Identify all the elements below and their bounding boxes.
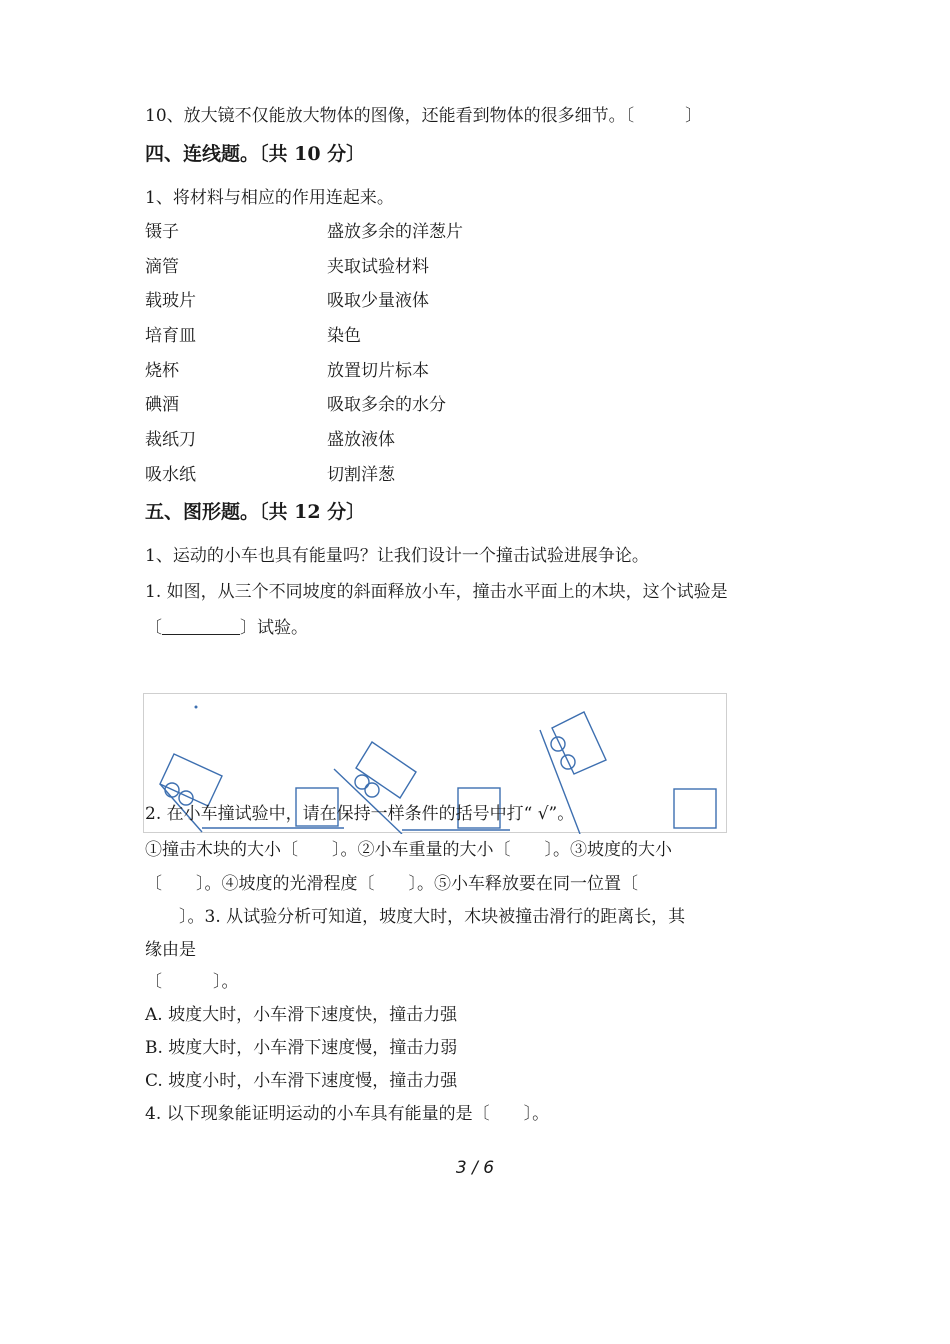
left-item: 裁纸刀	[145, 430, 196, 450]
right-item: 放置切片标本	[327, 361, 429, 381]
right-item: 夹取试验材料	[327, 257, 429, 277]
section-5-q2-line2: ①撞击木块的大小〔 〕。②小车重量的大小〔 〕。③坡度的大小	[145, 840, 672, 860]
right-item: 盛放液体	[327, 430, 395, 450]
cart-1	[160, 754, 222, 806]
question-10: 10、放大镜不仅能放大物体的图像，还能看到物体的很多细节。〔 〕	[145, 106, 703, 126]
wheel-2b	[365, 783, 379, 797]
left-item: 培育皿	[145, 326, 196, 346]
section-5-q2-line4: 〕。3. 从试验分析可知道，坡度大时，木块被撞击滑行的距离长，其	[145, 907, 686, 927]
left-item: 载玻片	[145, 291, 196, 311]
section-4-question-1: 1、将材料与相应的作用连起来。	[145, 188, 394, 208]
section-4-title: 四、连线题。〔共 10 分〕	[145, 143, 366, 165]
section-5-title: 五、图形题。〔共 12 分〕	[145, 501, 366, 523]
section-5-q1-line2	[145, 617, 308, 639]
left-item: 滴管	[145, 257, 179, 277]
section-5-q1-line1: 1. 如图，从三个不同坡度的斜面释放小车，撞击水平面上的木块，这个试验是	[145, 582, 728, 602]
wheel-2a	[355, 775, 369, 789]
section-5-intro: 1、运动的小车也具有能量吗？让我们设计一个撞击试验进展争论。	[145, 546, 649, 566]
answer-blank[interactable]	[162, 618, 240, 635]
right-item: 切割洋葱	[327, 465, 395, 485]
section-5-q2-line3: 〔 〕。④坡度的光滑程度〔 〕。⑤小车释放要在同一位置〔	[145, 874, 638, 894]
block-3	[673, 788, 717, 830]
right-item: 染色	[327, 326, 361, 346]
question-4: 4. 以下现象能证明运动的小车具有能量的是〔 〕。	[145, 1104, 550, 1124]
option-a: A. 坡度大时，小车滑下速度快，撞击力强	[145, 1005, 458, 1025]
option-c: C. 坡度小时，小车滑下速度慢，撞击力强	[145, 1071, 458, 1091]
option-b: B. 坡度大时，小车滑下速度慢，撞击力弱	[145, 1038, 458, 1058]
right-item: 盛放多余的洋葱片	[327, 222, 463, 242]
cart-3	[552, 712, 606, 774]
section-5-q2-line5: 缘由是	[145, 940, 196, 960]
section-5-q2-line1: 2. 在小车撞试验中，请在保持一样条件的括号中打“ √”。	[145, 804, 575, 824]
page-number: 3 / 6	[455, 1158, 495, 1178]
left-item: 烧杯	[145, 361, 179, 381]
section-5-q2-line6: 〔 〕。	[145, 972, 239, 992]
right-item: 吸取多余的水分	[327, 395, 446, 415]
right-item: 吸取少量液体	[327, 291, 429, 311]
left-item: 碘酒	[145, 395, 179, 415]
bracket-open: 〔	[145, 618, 162, 638]
left-item: 镊子	[145, 222, 179, 242]
left-item: 吸水纸	[145, 465, 196, 485]
bracket-close: 〕试验。	[240, 618, 308, 638]
